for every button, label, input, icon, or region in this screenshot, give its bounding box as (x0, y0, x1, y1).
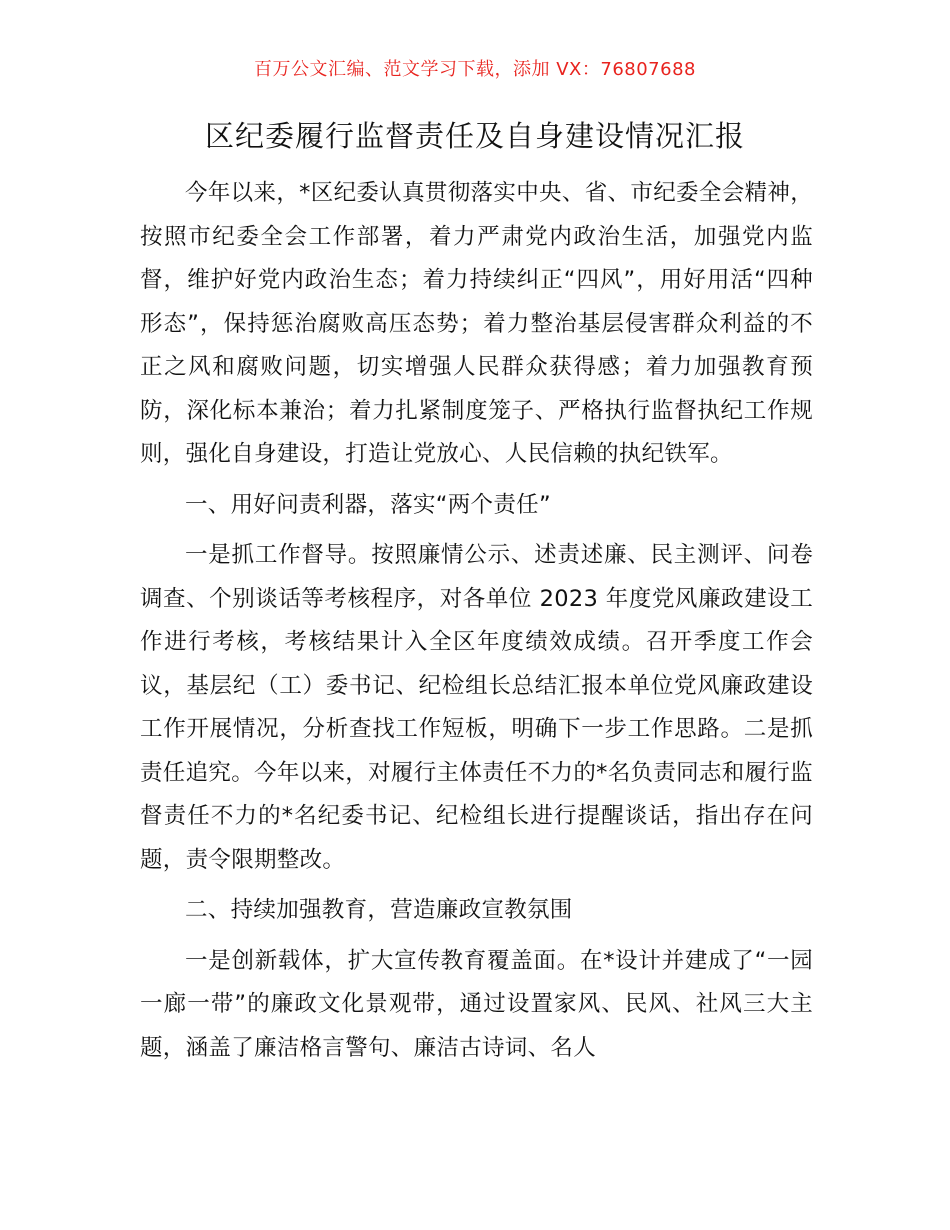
header-banner: 百万公文汇编、范文学习下载，添加 VX：76807688 (254, 59, 696, 80)
section-heading-2: 二、持续加强教育，营造廉政宣教氛围 (185, 897, 573, 923)
document-body (140, 172, 813, 1070)
section-heading-1: 一、用好问责利器，落实“两个责任” (185, 491, 551, 518)
section-1-paragraph: 一是抓工作督导。按照廉情公示、述责述廉、民主测评、问卷调查、个别谈话等考核程序，对各单位 2023 年度党风廉政建设工作进行考核，考核结果计入全区年度绩效成绩。召开季度工作会议，基层纪（工）委书记、纪检组长总结汇报本单位党风廉政建设工作开展情况，分析查找工作短板，明确下一步工作思路。二是抓责任追究。今年以来，对履行主体责任不力的*名负责同志和履行监督责任不力的*名纪委书记、纪检组长进行提醒谈话，指出存在问题，责令限期整改。 (140, 542, 813, 873)
document-title: 区纪委履行监督责任及自身建设情况汇报 (204, 119, 745, 153)
section-2-paragraph: 一是创新载体，扩大宣传教育覆盖面。在*设计并建成了“一园一廊一带”的廉政文化景观带，通过设置家风、民风、社风三大主题，涵盖了廉洁格言警句、廉洁古诗词、名人 (140, 947, 813, 1061)
intro-paragraph: 今年以来，*区纪委认真贯彻落实中央、省、市纪委全会精神，按照市纪委全会工作部署，着力严肃党内政治生活，加强党内监督，维护好党内政治生态；着力持续纠正“四风”，用好用活“四种形态”，保持惩治腐败高压态势；着力整治基层侵害群众利益的不正之风和腐败问题，切实增强人民群众获得感；着力加强教育预防，深化标本兼治；着力扎紧制度笼子、严格执行监督执纪工作规则，强化自身建设，打造让党放心、人民信赖的执纪铁军。 (140, 180, 813, 467)
